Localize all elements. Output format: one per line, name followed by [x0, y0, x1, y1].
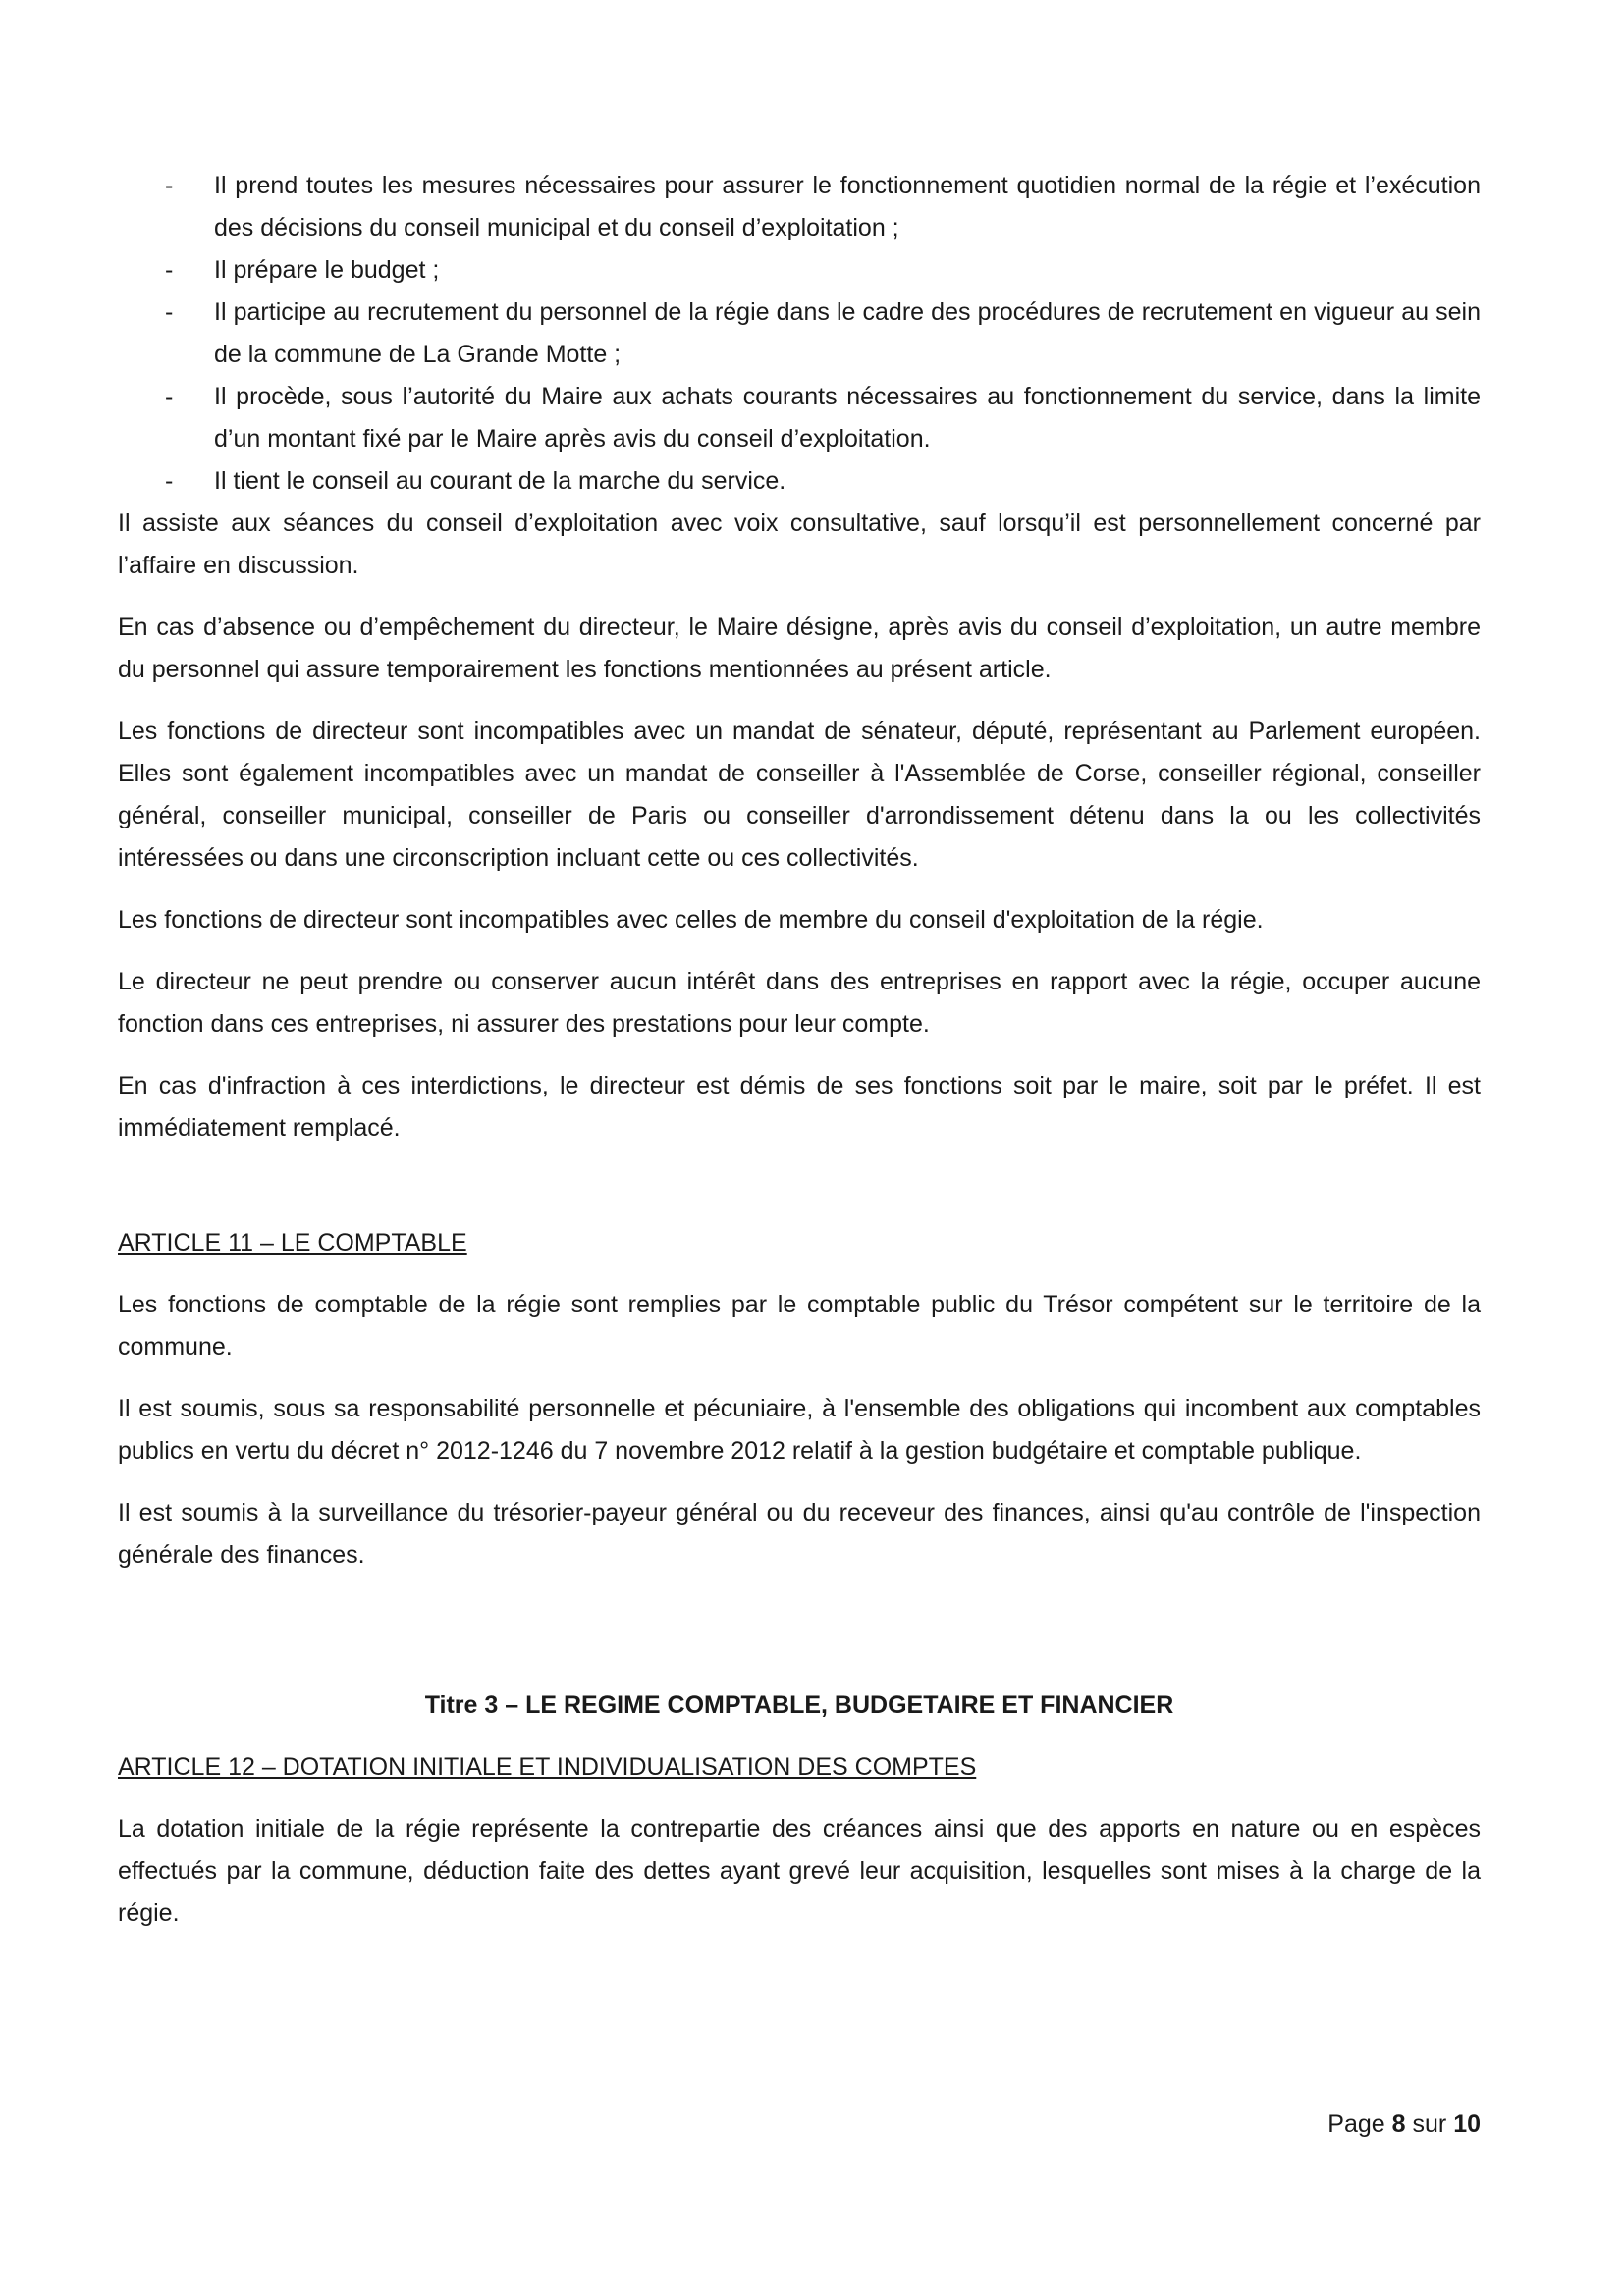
- dash-bullet: -: [165, 467, 174, 495]
- paragraph: Il assiste aux séances du conseil d’exploitation avec voix consultative, sauf lorsqu’il est personnellement concerné par l’affaire en discussion.: [118, 509, 1481, 579]
- list-item: [118, 165, 1481, 249]
- list-item: [118, 376, 1481, 460]
- paragraph: En cas d’absence ou d’empêchement du directeur, le Maire désigne, après avis du conseil d’exploitation, un autre membre du personnel qui assure temporairement les fonctions mentionnées au présent article.: [118, 614, 1481, 683]
- page-number-footer: [1327, 2105, 1481, 2144]
- paragraph: Il est soumis à la surveillance du trésorier-payeur général ou du receveur des finances, ainsi qu'au contrôle de l'inspection générale des finances.: [118, 1499, 1481, 1569]
- list-item: [118, 292, 1481, 376]
- paragraph: Les fonctions de directeur sont incompatibles avec un mandat de sénateur, député, représentant au Parlement européen. Elles sont également incompatibles avec un mandat de conseiller à l'Assemblée de Corse, conseiller régional, conseiller général, conseiller municipal, conseiller de Paris ou conseiller d'arrondissement détenu dans la ou les collectivités intéressées ou dans une circonscription incluant cette ou ces collectivités.: [118, 718, 1481, 872]
- list-item: [118, 460, 1481, 503]
- paragraph: La dotation initiale de la régie représente la contrepartie des créances ainsi que des apports en nature ou en espèces effectués par la commune, déduction faite des dettes ayant grevé leur acquisition, lesquelles sont mises à la charge de la régie.: [118, 1815, 1481, 1927]
- paragraph: Le directeur ne peut prendre ou conserver aucun intérêt dans des entreprises en rapport avec la régie, occuper aucune fonction dans ces entreprises, ni assurer des prestations pour leur compte.: [118, 968, 1481, 1038]
- director-duties-list: [118, 165, 1481, 503]
- article-11-heading: ARTICLE 11 – LE COMPTABLE: [118, 1229, 467, 1256]
- paragraph: Les fonctions de comptable de la régie sont remplies par le comptable public du Trésor compétent sur le territoire de la commune.: [118, 1291, 1481, 1361]
- paragraph: Il est soumis, sous sa responsabilité personnelle et pécuniaire, à l'ensemble des obligations qui incombent aux comptables publics en vertu du décret n° 2012-1246 du 7 novembre 2012 relatif à la gestion budgétaire et comptable publique.: [118, 1395, 1481, 1465]
- list-item-text: Il participe au recrutement du personnel de la régie dans le cadre des procédures de recrutement en vigueur au sein de la commune de La Grande Motte ;: [214, 298, 1481, 368]
- total-pages-number: 10: [1453, 2110, 1481, 2138]
- document-page: [118, 165, 1481, 1954]
- dash-bullet: -: [165, 298, 174, 326]
- paragraph: Les fonctions de directeur sont incompatibles avec celles de membre du conseil d'exploitation de la régie.: [118, 906, 1264, 934]
- list-item: [118, 249, 1481, 292]
- dash-bullet: -: [165, 256, 174, 284]
- list-item-text: Il procède, sous l’autorité du Maire aux achats courants nécessaires au fonctionnement du service, dans la limite d’un montant fixé par le Maire après avis du conseil d’exploitation.: [214, 383, 1481, 453]
- article-12-heading: ARTICLE 12 – DOTATION INITIALE ET INDIVIDUALISATION DES COMPTES: [118, 1753, 977, 1781]
- list-item-text: Il prend toutes les mesures nécessaires pour assurer le fonctionnement quotidien normal de la régie et l’exécution des décisions du conseil municipal et du conseil d’exploitation ;: [214, 172, 1481, 241]
- dash-bullet: -: [165, 383, 174, 410]
- list-item-text: Il prépare le budget ;: [214, 256, 440, 284]
- list-item-text: Il tient le conseil au courant de la marche du service.: [214, 467, 786, 495]
- title-3-heading: Titre 3 – LE REGIME COMPTABLE, BUDGETAIRE ET FINANCIER: [424, 1691, 1174, 1719]
- paragraph: En cas d'infraction à ces interdictions, le directeur est démis de ses fonctions soit par le maire, soit par le préfet. Il est immédiatement remplacé.: [118, 1072, 1481, 1142]
- page-label: Page: [1327, 2110, 1385, 2138]
- dash-bullet: -: [165, 172, 174, 199]
- page-separator: sur: [1412, 2110, 1447, 2138]
- current-page-number: 8: [1391, 2110, 1406, 2138]
